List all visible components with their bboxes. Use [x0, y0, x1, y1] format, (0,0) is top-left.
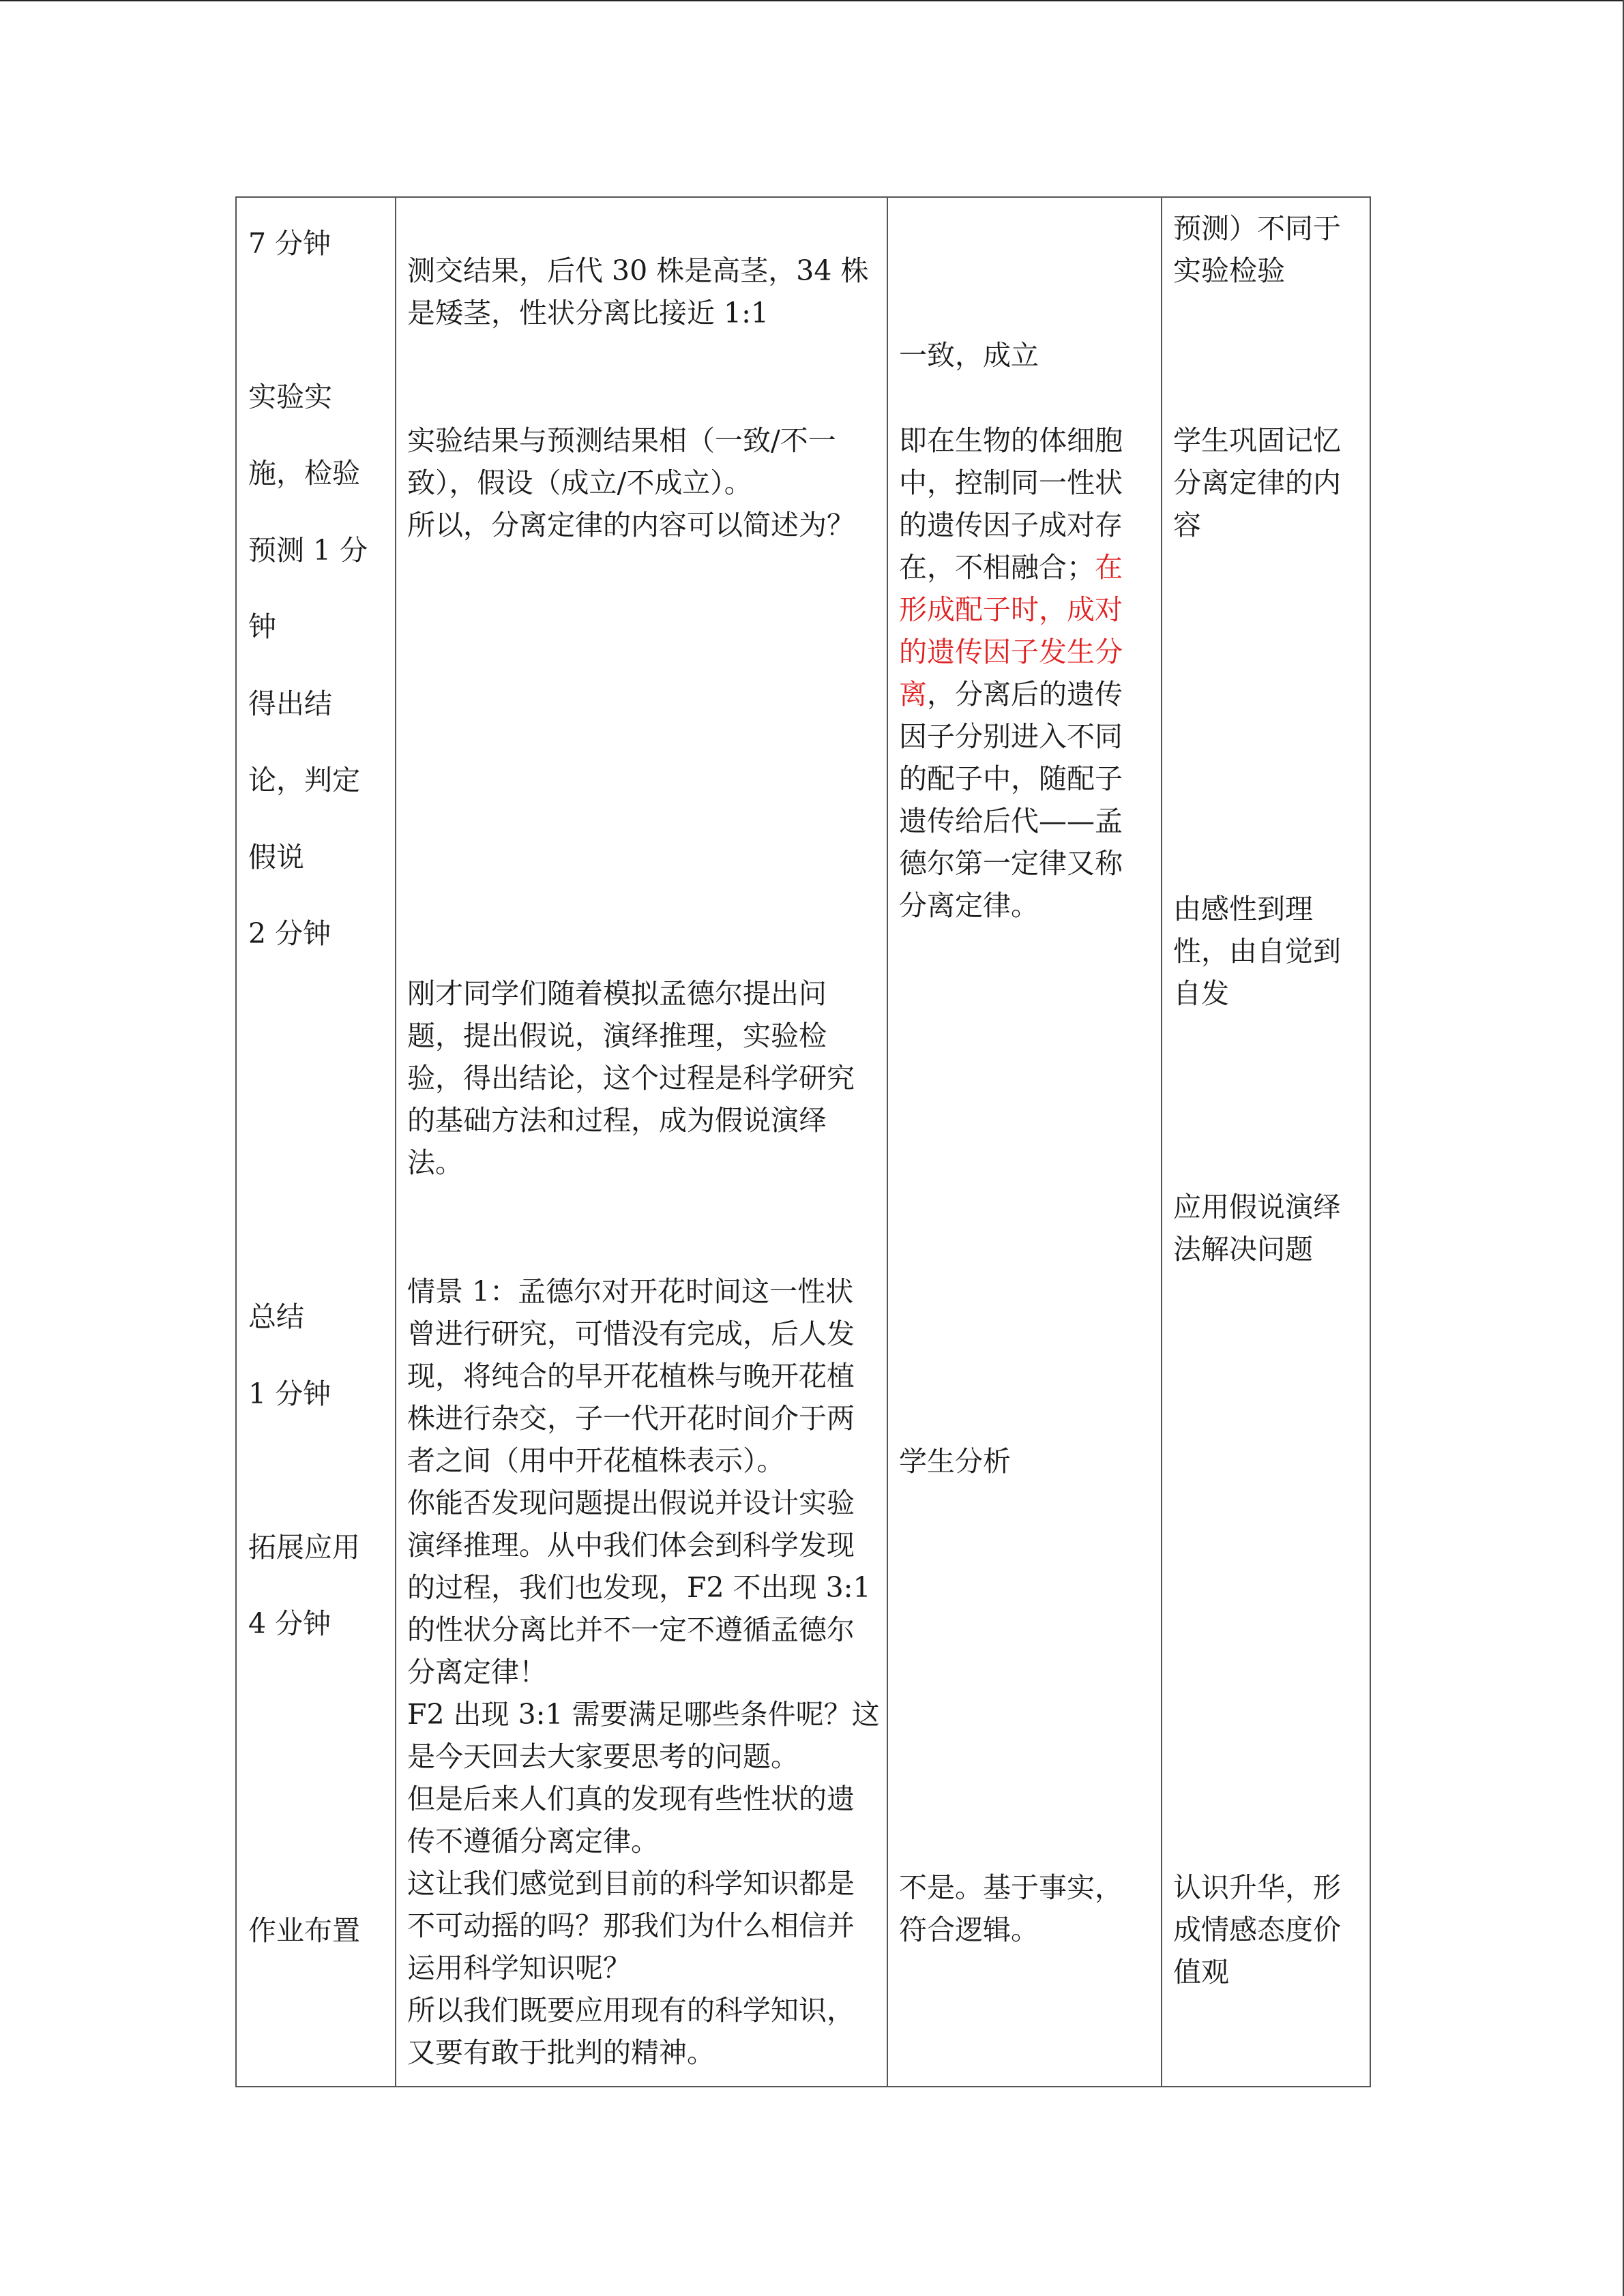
text-line: 现，将纯合的早开花植株与晚开花植 [407, 1360, 855, 1392]
text-line: 自发 [1173, 977, 1229, 1010]
text-line: 学生分析 [899, 1445, 1011, 1478]
highlight-text: 的遗传因子发生分 [899, 636, 1123, 668]
text-line: 认识升华，形 [1173, 1871, 1341, 1904]
text-line: 性，由自觉到 [1173, 935, 1341, 968]
text-line: 一致，成立 [899, 339, 1039, 372]
text-line: 是今天回去大家要思考的问题。 [407, 1740, 799, 1773]
text-line [899, 631, 1123, 673]
text-line: 不可动摇的吗？那我们为什么相信并 [407, 1909, 855, 1942]
text-line: 成情感态度价 [1173, 1913, 1341, 1946]
stage-label: 假说 [248, 841, 304, 874]
page-top-rule [0, 0, 1624, 1]
time-label: 7 分钟 [248, 227, 331, 260]
stage-label: 钟 [248, 610, 276, 643]
text-line: 容 [1173, 509, 1201, 541]
stage-label: 施，检验 [248, 457, 360, 490]
highlight-text: 形成配子时，成对 [899, 593, 1123, 626]
text-line: 即在生物的体细胞 [899, 424, 1123, 457]
text-line: 这让我们感觉到目前的科学知识都是 [407, 1867, 855, 1900]
column-divider-1 [395, 198, 396, 2086]
text-line: 预测）不同于 [1173, 212, 1341, 245]
stage-label: 作业布置 [248, 1914, 360, 1947]
text-run: 在，不相融合； [899, 551, 1095, 584]
text-line: 德尔第一定律又称 [899, 847, 1123, 880]
text-line: 题，提出假说，演绎推理，实验检 [407, 1019, 827, 1052]
text-line: 所以，分离定律的内容可以简述为？ [407, 509, 855, 541]
stage-label: 预测 1 分 [248, 534, 368, 567]
text-line: 的配子中，随配子 [899, 762, 1123, 795]
text-line: 遗传给后代——孟 [899, 805, 1123, 837]
stage-label: 拓展应用 [248, 1531, 360, 1564]
stage-label: 得出结 [248, 687, 332, 720]
text-line: 中，控制同一性状 [899, 466, 1123, 499]
text-line: 的性状分离比并不一定不遵循孟德尔 [407, 1613, 855, 1646]
text-line: 值观 [1173, 1956, 1229, 1988]
text-line: 实验检验 [1173, 254, 1285, 287]
text-line: 因子分别进入不同 [899, 720, 1123, 753]
text-line: 测交结果，后代 30 株是高茎，34 株 [407, 254, 869, 287]
text-line: 是矮茎，性状分离比接近 1:1 [407, 297, 769, 329]
text-line: 学生巩固记忆 [1173, 424, 1341, 457]
text-line: 分离定律！ [407, 1656, 547, 1688]
text-line: 分离定律的内 [1173, 466, 1341, 499]
text-line: 株进行杂交，子一代开花时间介于两 [407, 1402, 855, 1435]
text-line: 法。 [407, 1146, 463, 1179]
text-line: 演绎推理。从中我们体会到科学发现 [407, 1529, 855, 1562]
time-label: 1 分钟 [248, 1377, 331, 1410]
text-line: 传不遵循分离定律。 [407, 1825, 659, 1858]
text-line: 运用科学知识呢？ [407, 1952, 631, 1984]
time-label: 2 分钟 [248, 917, 331, 950]
text-line [899, 546, 1123, 588]
stage-label: 总结 [248, 1300, 304, 1333]
text-run: ，分离后的遗传 [927, 678, 1123, 711]
stage-label: 论，判定 [248, 764, 360, 796]
text-line: 你能否发现问题提出假说并设计实验 [407, 1487, 855, 1519]
text-line: 分离定律。 [899, 889, 1039, 922]
text-line: 但是后来人们真的发现有些性状的遗 [407, 1783, 855, 1815]
text-line: 法解决问题 [1173, 1233, 1313, 1266]
text-line: 又要有敢于批判的精神。 [407, 2036, 715, 2069]
text-line [899, 673, 1123, 715]
text-line: 由感性到理 [1173, 893, 1313, 925]
text-line: 实验结果与预测结果相（一致/不一 [407, 424, 836, 457]
text-line [899, 588, 1123, 631]
stage-label: 实验实 [248, 381, 332, 413]
text-line: 符合逻辑。 [899, 1913, 1039, 1946]
text-line: F2 出现 3:1 需要满足哪些条件呢？这 [407, 1698, 880, 1731]
text-line: 应用假说演绎 [1173, 1191, 1341, 1223]
text-line: 致），假设（成立/不成立）。 [407, 466, 752, 499]
text-line: 不是。基于事实， [899, 1871, 1123, 1904]
text-line: 者之间（用中开花植株表示）。 [407, 1444, 785, 1477]
text-line: 所以我们既要应用现有的科学知识， [407, 1994, 855, 2027]
column-divider-2 [887, 198, 888, 2086]
text-line: 验，得出结论，这个过程是科学研究 [407, 1062, 855, 1094]
highlight-text: 离 [899, 678, 927, 711]
column-divider-3 [1161, 198, 1162, 2086]
text-line: 刚才同学们随着模拟孟德尔提出问 [407, 977, 827, 1010]
text-line: 的过程，我们也发现，F2 不出现 3:1 [407, 1571, 871, 1604]
text-line: 的基础方法和过程，成为假说演绎 [407, 1104, 827, 1137]
text-line: 的遗传因子成对存 [899, 509, 1123, 541]
text-line: 情景 1：孟德尔对开花时间这一性状 [407, 1275, 854, 1308]
highlight-text: 在 [1095, 551, 1123, 584]
text-line: 曾进行研究，可惜没有完成，后人发 [407, 1317, 855, 1350]
time-label: 4 分钟 [248, 1607, 331, 1640]
